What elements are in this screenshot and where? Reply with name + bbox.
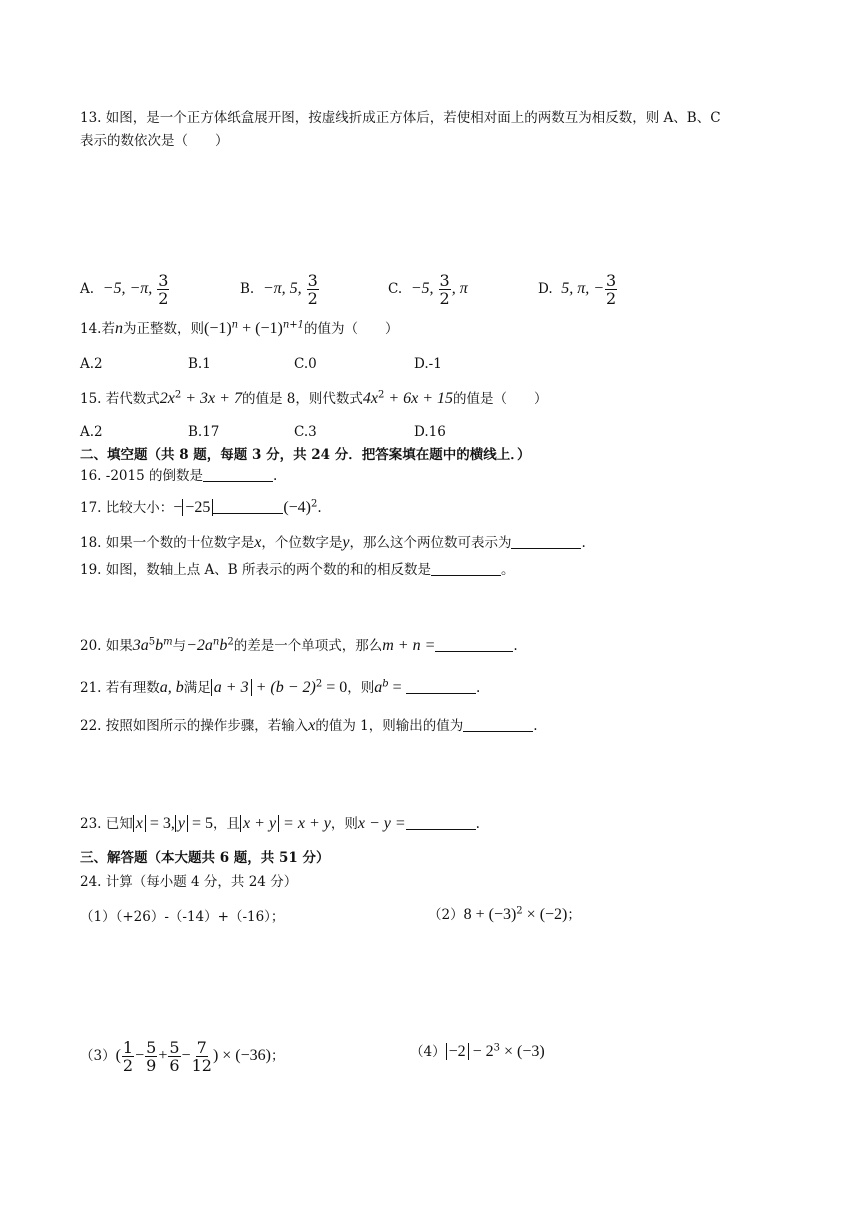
- q22: 22. 按照如图所示的操作步骤，若输入x的值为 1，则输出的值为 .: [80, 717, 538, 734]
- q14-stem: 14.若n为正整数，则$(-1)^n + (-1)^{n+1}$的值为（ ）: [80, 319, 399, 337]
- answer-blank: [213, 499, 283, 514]
- q13-option-d: D. 5, π, − $\frac{3}{2}$: [538, 271, 617, 308]
- answer-blank: [406, 815, 476, 830]
- q14-option-a: A.2: [80, 356, 103, 372]
- q19: 19. 如图，数轴上点 A、B 所表示的两个数的和的相反数是 。: [80, 562, 515, 578]
- q23: 23. 已知 x = 3, y = 5，且 x + y = x + y，则x − y = .: [80, 815, 480, 832]
- answer-blank: [435, 637, 513, 652]
- q24-title: 24. 计算（每小题 4 分，共 24 分）: [80, 874, 298, 890]
- q13-line2: 表示的数依次是（ ）: [80, 133, 229, 149]
- q15-option-d: D.16: [414, 424, 446, 440]
- answer-blank: [511, 534, 581, 549]
- section-2-heading: 二、填空题（共 8 题，每题 3 分，共 24 分．把答案填在题中的横线上．）: [80, 447, 531, 463]
- q20: 20. 如果$3a^5b^m$与$-2a^nb^2$的差是一个单项式，那么m + n = .: [80, 636, 518, 654]
- q14-option-b: B.1: [188, 356, 211, 372]
- answer-blank: [431, 561, 501, 576]
- q18: 18. 如果一个数的十位数字是x，个位数字是y，那么这个两位数可表示为 .: [80, 534, 586, 551]
- q13-option-b: B. −π, 5, $\frac{3}{2}$: [240, 271, 318, 308]
- q14-option-d: D.-1: [414, 356, 442, 372]
- q15-option-c: C.3: [294, 424, 317, 440]
- answer-blank: [463, 717, 533, 732]
- q15-option-b: B.17: [188, 424, 220, 440]
- answer-blank: [406, 679, 476, 694]
- q13-option-c: C. −5, $\frac{3}{2}$ , π: [388, 271, 468, 308]
- section-3-heading: 三、解答题（本大题共 6 题，共 51 分）: [80, 850, 330, 866]
- q13-line1: 13. 如图，是一个正方体纸盒展开图，按虚线折成正方体后，若使相对面上的两数互为相反数，则 A、B、C: [80, 110, 721, 126]
- q24-part-4: $(4) -2 - 2^3 \times (-3)$: [410, 1042, 545, 1060]
- q15-option-a: A.2: [80, 424, 103, 440]
- q17: 17. 比较大小：− −25 $(-4)^2$.: [80, 498, 322, 516]
- q21: 21. 若有理数a, b满足 $a + 3 + (b - 2)^2 = 0$，则$a^b$ = .: [80, 678, 481, 696]
- q15-stem: 15. 若代数式$2x^2 + 3x + 7$的值是 8，则代数式$4x^2 + 6x + 15$的值是（ ）: [80, 389, 548, 407]
- q13-option-a: A. −5, −π, $\frac{3}{2}$: [80, 271, 169, 308]
- q24-part-1: （1）（+26）-（-14）+（-16）；: [80, 909, 285, 925]
- q24-part-3: （3）( $\frac{1}{2}$ − $\frac{5}{9}$ + $\frac{5}{6}$ − $\frac{7}{12}$ ) × (−36)；: [80, 1038, 285, 1075]
- answer-blank: [203, 467, 273, 482]
- q16: 16. -2015 的倒数是 .: [80, 468, 278, 484]
- q14-option-c: C.0: [294, 356, 317, 372]
- q24-part-2: $(2)8 + (-3)^2 \times (-2)$；: [428, 905, 581, 923]
